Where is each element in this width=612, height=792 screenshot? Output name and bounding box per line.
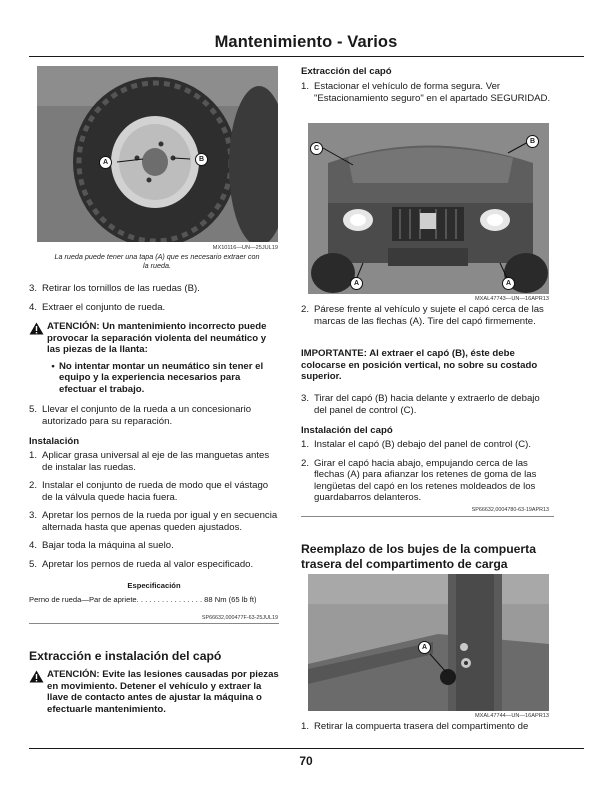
figure-code: MX10116—UN—25JUL19 <box>212 245 278 251</box>
step-number: 2. <box>29 480 38 491</box>
callout-a-right: A <box>502 277 515 290</box>
warning-text: ATENCIÓN: Un mantenimiento incorrecto puede provocar la separación violenta del neumático y las piezas de la llanta: <box>47 321 267 355</box>
step-text: Girar el capó hacia abajo, empujando cerca de las flechas (A) para afianzar los retenes de goma de las lengüetas del capó en los retenes moldeados de los guardabarros delanteros. <box>314 457 537 503</box>
step-text: Instalar el conjunto de rueda de modo que el vástago de la válvula quede hacia fuera. <box>42 480 269 503</box>
step-number: 4. <box>29 540 38 551</box>
wheel-photo <box>37 66 278 242</box>
section-title-hood: Extracción e instalación del capó <box>29 649 222 663</box>
step-text: Instalar el capó (B) debajo del panel de control (C). <box>314 439 532 450</box>
section-divider <box>301 516 554 517</box>
callout-a: A <box>418 641 431 654</box>
callout-c: C <box>310 142 323 155</box>
list-item <box>29 510 279 533</box>
callout-b: B <box>526 135 539 148</box>
warning-bullet <box>47 361 279 396</box>
step-text: Retirar la compuerta trasera del compartimento de <box>314 721 529 732</box>
step-number: 1. <box>301 721 310 732</box>
step-number: 1. <box>301 81 310 92</box>
step-number: 5. <box>29 404 38 415</box>
figure-caption: La rueda puede tener una tapa (A) que es necesario extraer con la rueda. <box>54 252 260 270</box>
list-item <box>301 721 554 733</box>
hood-install-heading: Instalación del capó <box>301 425 393 436</box>
list-item <box>301 81 554 104</box>
step-list-remove <box>29 283 279 313</box>
page-number: 70 <box>299 754 313 768</box>
list-item <box>301 393 554 416</box>
step-text: Retirar los tornillos de las ruedas (B). <box>42 283 200 294</box>
list-item <box>29 540 279 552</box>
callout-a-left: A <box>350 277 363 290</box>
step-list-hood-install <box>301 439 554 504</box>
step-text: Estacionar el vehículo de forma segura. Ver "Estacionamiento seguro" en el apartado SEGURIDAD. <box>314 81 551 104</box>
spec-heading: Especificación <box>127 581 181 590</box>
list-item <box>29 404 279 427</box>
list-item <box>29 302 279 314</box>
section-title-bushings: Reemplazo de los bujes de la compuerta trasera del compartimento de carga <box>301 542 537 571</box>
step-number: 3. <box>301 393 310 404</box>
list-item <box>301 304 554 327</box>
step-text: Llevar el conjunto de la rueda a un concesionario autorizado para su reparación. <box>42 404 252 427</box>
step-number: 1. <box>29 450 38 461</box>
reference-code: SP66632,000477F-63-25JUL19 <box>201 615 278 621</box>
figure-code: MXAL47743—UN—16APR13 <box>475 296 549 302</box>
reference-code: SP66632,0004780-63-19APR13 <box>471 507 549 513</box>
list-item <box>29 450 279 473</box>
step-list-install <box>29 450 279 570</box>
warning-block-tire <box>29 321 279 395</box>
title-rule <box>29 56 584 57</box>
section-divider <box>29 623 279 624</box>
spec-line: Perno de rueda—Par de apriete. . . . . . . . . . . . . . . . 88 Nm (65 lb ft) <box>29 595 257 604</box>
important-note <box>301 348 554 383</box>
step-text: Aplicar grasa universal al eje de las manguetas antes de instalar las ruedas. <box>42 450 270 473</box>
step-number: 2. <box>301 457 310 469</box>
warning-icon <box>29 669 47 715</box>
figure-code: MXAL47744—UN—16APR13 <box>475 713 549 719</box>
wheel-illustration <box>37 66 278 242</box>
warning-block-moving-parts <box>29 669 279 715</box>
bullet-text: No intentar montar un neumático sin tener el equipo y la experiencia necesarios para efectuar el trabajo. <box>59 360 264 395</box>
tailgate-photo <box>308 574 549 711</box>
hood-photo <box>308 123 549 294</box>
step-text: Tirar del capó (B) hacia delante y extraerlo de debajo del panel de control (C). <box>314 393 540 416</box>
step-number: 1. <box>301 439 310 450</box>
step-text: Extraer el conjunto de rueda. <box>42 301 166 313</box>
warning-text: ATENCIÓN: Evite las lesiones causadas por piezas en movimiento. Detener el vehículo y extraer la llave de contacto antes de ajustar la máquina o efectuarle mantenimiento. <box>47 669 279 715</box>
removal-heading: Extracción del capó <box>301 66 392 77</box>
step-text: Bajar toda la máquina al suelo. <box>42 540 174 551</box>
step-number: 5. <box>29 558 38 570</box>
step-number: 4. <box>29 301 38 313</box>
list-item <box>29 480 279 503</box>
page-title: Mantenimiento - Varios <box>214 33 398 51</box>
footer-rule <box>29 748 584 749</box>
step-number: 3. <box>29 510 38 521</box>
step-text: Párese frente al vehículo y sujete el capó cerca de las marcas de las flechas (A). Tire del capó firmemente. <box>314 304 544 327</box>
step-text: Apretar los pernos de rueda al valor especificado. <box>42 558 254 570</box>
step-number: 2. <box>301 304 310 315</box>
hood-illustration <box>308 123 549 294</box>
step-number: 3. <box>29 283 38 294</box>
install-heading: Instalación <box>29 436 80 447</box>
list-item <box>29 559 279 571</box>
list-item <box>29 283 279 295</box>
list-item <box>301 439 554 451</box>
important-text: Al extraer el capó (B), éste debe colocarse en posición vertical, no sobre su costado superior. <box>301 348 538 382</box>
callout-a: A <box>99 156 112 169</box>
warning-icon <box>29 321 47 395</box>
important-label: IMPORTANTE: <box>301 348 367 359</box>
callout-b: B <box>195 153 208 166</box>
bullet-dot: • <box>51 360 55 372</box>
step-text: Apretar los pernos de la rueda por igual y en secuencia alternada hasta que apenas queden ajustados. <box>42 510 278 533</box>
list-item <box>301 458 554 504</box>
